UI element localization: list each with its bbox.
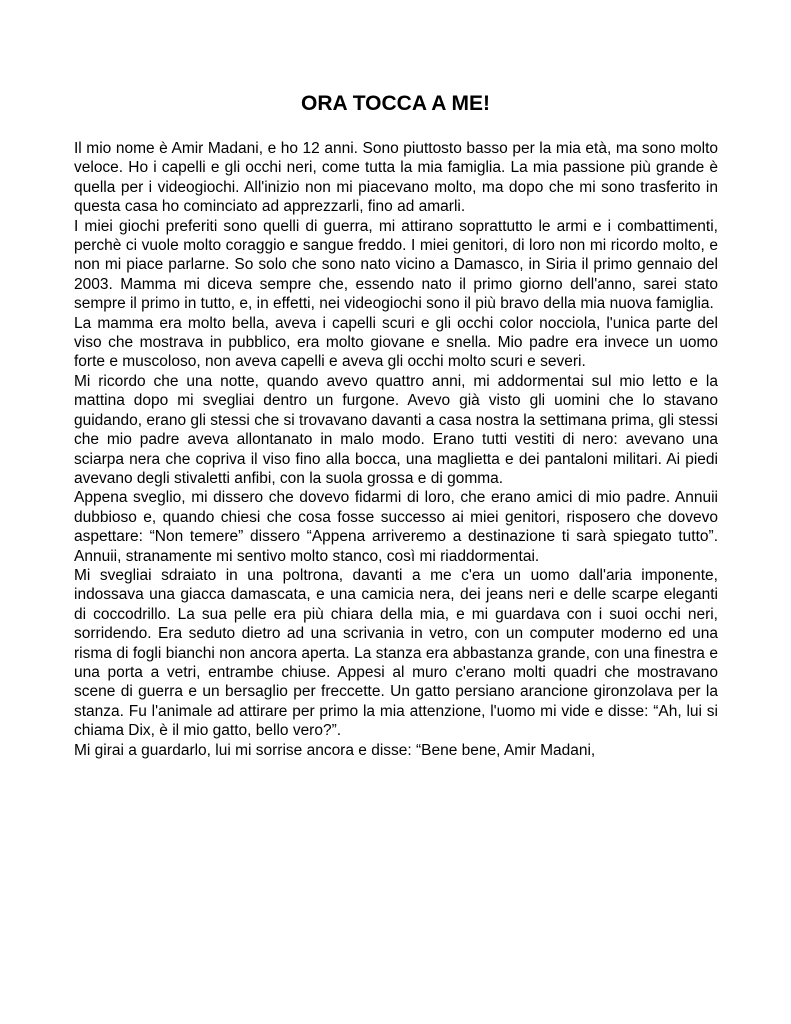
- paragraph-7: Mi girai a guardarlo, lui mi sorrise ancora e disse: “Bene bene, Amir Madani,: [74, 741, 596, 759]
- paragraph-5: Appena sveglio, mi dissero che dovevo fidarmi di loro, che erano amici di mio padre. Annuii dubbioso e, quando chiesi che cosa fosse successo ai miei genitori, risposero che dovevo aspettare: “Non temere” dissero “Appena arriveremo a destinazione ti sarà spiegato tutto”. Annuii, stranamente mi sentivo molto stanco, così mi riaddormentai.: [74, 489, 718, 565]
- paragraph-6: Mi svegliai sdraiato in una poltrona, davanti a me c'era un uomo dall'aria imponente, indossava una giacca damascata, e una camicia nera, dei jeans neri e delle scarpe eleganti di coccodrillo. La sua pelle era più chiara della mia, e mi guardava con i suoi occhi neri, sorridendo. Era seduto dietro ad una scrivania in vetro, con un computer moderno ed una risma di fogli bianchi non ancora aperta. La stanza era abbastanza grande, con una finestra e una porta a vetri, entrambe chiuse. Appesi al muro c'erano molti quadri che mostravano scene di guerra e un bersaglio per freccette. Un gatto persiano arancione gironzolava per la stanza. Fu l'animale ad attirare per primo la mia attenzione, l'uomo mi vide e disse: “Ah, lui si chiama Dix, è il mio gatto, bello vero?”.: [74, 566, 718, 740]
- paragraph-4: Mi ricordo che una notte, quando avevo quattro anni, mi addormentai sul mio letto e la mattina dopo mi svegliai dentro un furgone. Avevo già visto gli uomini che lo stavano guidando, erano gli stessi che si trovavano davanti a casa nostra la settimana prima, gli stessi che mio padre aveva allontanato in malo modo. Erano tutti vestiti di nero: avevano una sciarpa nera che copriva il viso fino alla bocca, una maglietta e dei pantaloni militari. Ai piedi avevano degli stivaletti anfibi, con la suola grossa e di gomma.: [74, 372, 718, 487]
- paragraph-2: I miei giochi preferiti sono quelli di guerra, mi attirano soprattutto le armi e i combattimenti, perchè ci vuole molto coraggio e sangue freddo. I miei genitori, di loro non mi ricordo molto, e non mi piace parlarne. So solo che sono nato vicino a Damasco, in Siria il primo gennaio del 2003. Mamma mi diceva sempre che, essendo nato il primo giorno dell'anno, sarei stato sempre il primo in tutto, e, in effetti, nei videogiochi sono il più bravo della mia nuova famiglia.: [74, 217, 718, 313]
- paragraph-1: Il mio nome è Amir Madani, e ho 12 anni. Sono piuttosto basso per la mia età, ma sono molto veloce. Ho i capelli e gli occhi neri, come tutta la mia famiglia. La mia passione più grande è quella per i videogiochi. All'inizio non mi piacevano molto, ma dopo che mi sono trasferito in questa casa ho cominciato ad apprezzarli, fino ad amarli.: [74, 140, 718, 216]
- document-title: ORA TOCCA A ME!: [301, 92, 490, 115]
- paragraph-3: La mamma era molto bella, aveva i capelli scuri e gli occhi color nocciola, l'unica parte del viso che mostrava in pubblico, era molto giovane e snella. Mio padre era invece un uomo forte e muscoloso, non aveva capelli e aveva gli occhi molto scuri e severi.: [74, 314, 718, 371]
- document-body: [74, 139, 718, 760]
